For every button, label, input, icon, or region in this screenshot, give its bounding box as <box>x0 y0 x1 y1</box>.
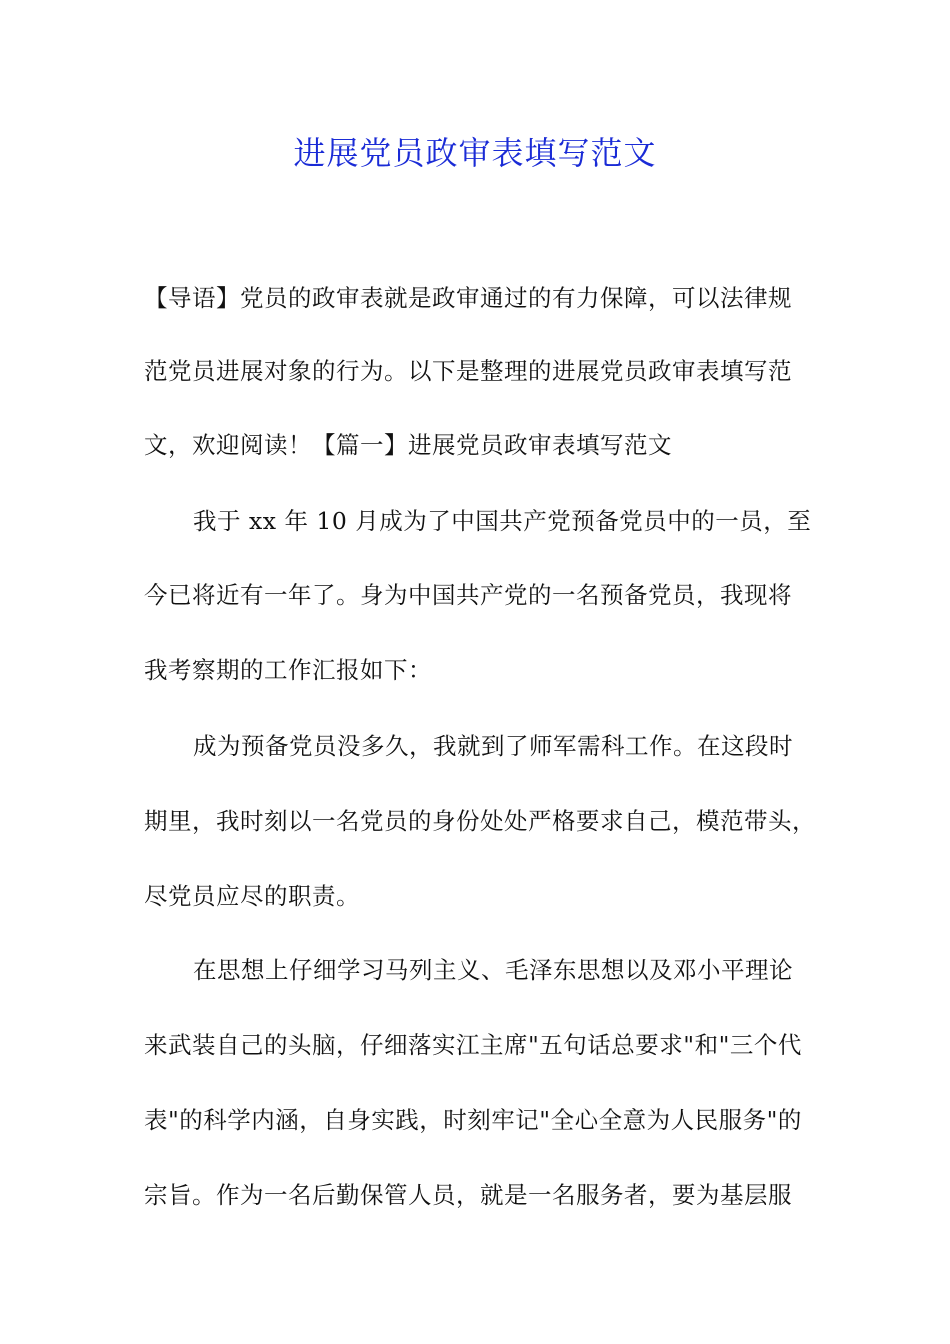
paragraph-line: 文，欢迎阅读！【篇一】进展党员政审表填写范文 <box>144 431 672 459</box>
document-title: 进展党员政审表填写范文 <box>293 134 657 172</box>
paragraph-line: 今已将近有一年了。身为中国共产党的一名预备党员，我现将 <box>144 581 792 609</box>
paragraph-line: 【导语】党员的政审表就是政审通过的有力保障，可以法律规 <box>144 284 792 312</box>
paragraph-line: 我考察期的工作汇报如下： <box>144 656 432 684</box>
paragraph-line: 期里，我时刻以一名党员的身份处处严格要求自己，模范带头， <box>144 807 816 835</box>
paragraph-line: 表"的科学内涵，自身实践，时刻牢记"全心全意为人民服务"的 <box>144 1106 802 1134</box>
paragraph-line: 成为预备党员没多久，我就到了师军需科工作。在这段时 <box>193 732 793 760</box>
paragraph-line: 我于 xx 年 10 月成为了中国共产党预备党员中的一员，至 <box>193 507 812 535</box>
paragraph-line: 尽党员应尽的职责。 <box>144 882 360 910</box>
paragraph-line: 来武装自己的头脑，仔细落实江主席"五句话总要求"和"三个代 <box>144 1031 802 1059</box>
paragraph-line: 宗旨。作为一名后勤保管人员，就是一名服务者，要为基层服 <box>144 1181 792 1209</box>
paragraph-line: 在思想上仔细学习马列主义、毛泽东思想以及邓小平理论 <box>193 956 793 984</box>
paragraph-line: 范党员进展对象的行为。以下是整理的进展党员政审表填写范 <box>144 357 792 385</box>
